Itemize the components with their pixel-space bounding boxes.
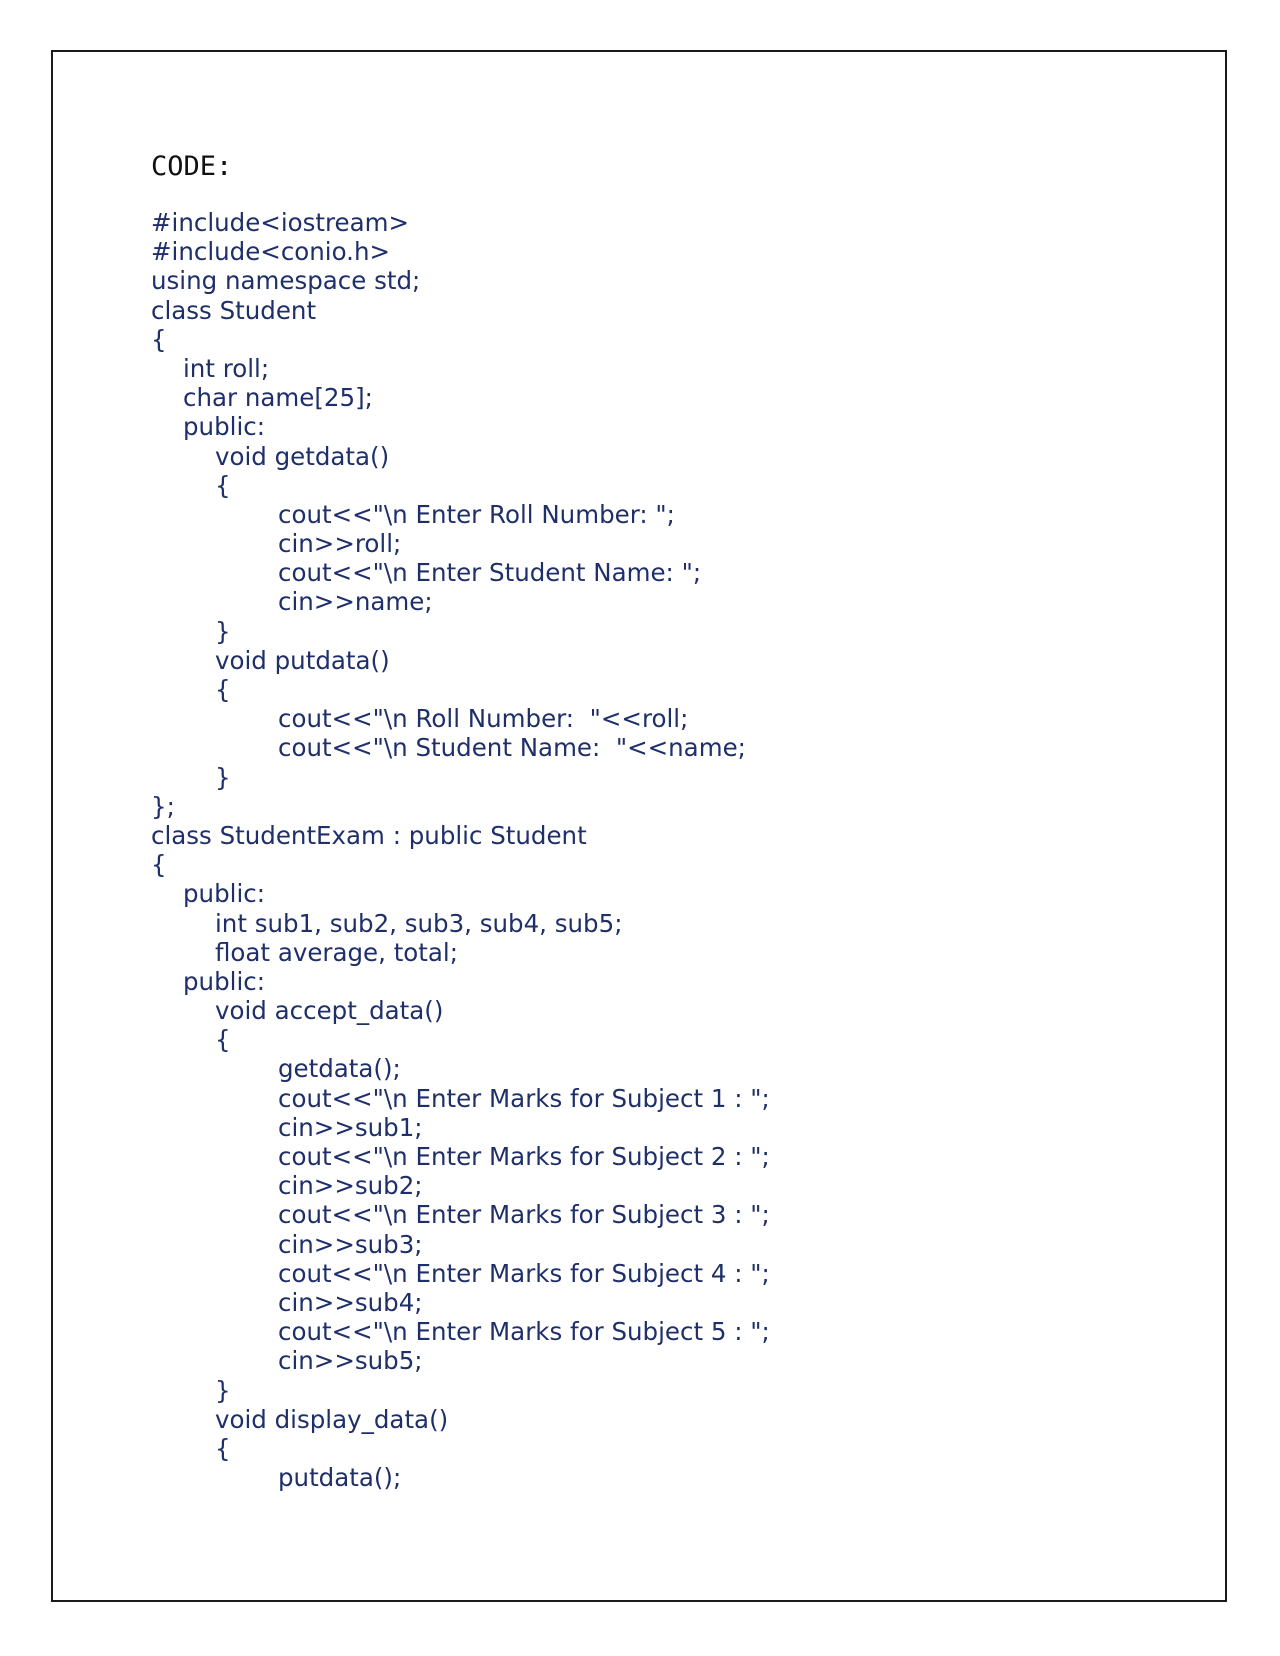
code-line: #include<conio.h> (151, 237, 391, 267)
code-line: cin>>name; (278, 587, 433, 617)
code-line: float average, total; (215, 937, 458, 967)
code-line: { (215, 1025, 231, 1055)
code-line: cout<<"\n Student Name: "<<name; (278, 733, 746, 763)
code-line: } (215, 762, 231, 792)
code-line: { (215, 470, 231, 500)
code-line: getdata(); (278, 1054, 401, 1084)
code-line: class StudentExam : public Student (151, 820, 587, 850)
code-line: cin>>sub1; (278, 1112, 423, 1142)
code-line: int roll; (183, 353, 270, 383)
code-line: void putdata() (215, 645, 390, 675)
code-line: { (215, 675, 231, 704)
code-line: #include<iostream> (151, 208, 410, 237)
code-line: public: (183, 879, 265, 909)
code-line: }; (151, 791, 175, 821)
code-line: { (151, 850, 167, 880)
code-line: public: (183, 412, 265, 442)
code-line: { (151, 324, 167, 354)
code-line: cout<<"\n Enter Marks for Subject 4 : "; (278, 1258, 770, 1288)
code-line: putdata(); (278, 1463, 402, 1493)
code-line: cout<<"\n Roll Number: "<<roll; (278, 704, 689, 734)
code-line: { (215, 1433, 231, 1463)
code-line: char name[25]; (183, 383, 373, 413)
code-line: cin>>sub5; (278, 1346, 423, 1376)
code-line: cin>>sub2; (278, 1171, 423, 1201)
code-line: } (215, 1375, 231, 1405)
code-line: int sub1, sub2, sub3, sub4, sub5; (215, 908, 623, 938)
code-line: void display_data() (215, 1404, 449, 1434)
code-line: cin>>roll; (278, 529, 402, 559)
code-line: void accept_data() (215, 996, 444, 1026)
code-listing (151, 208, 770, 1492)
code-line: cout<<"\n Enter Student Name: "; (278, 558, 702, 588)
code-line: cin>>sub4; (278, 1287, 423, 1317)
code-line: cin>>sub3; (278, 1229, 423, 1259)
code-line: } (215, 616, 231, 646)
code-line: cout<<"\n Enter Marks for Subject 3 : "; (278, 1200, 770, 1230)
code-line: cout<<"\n Enter Marks for Subject 5 : "; (278, 1317, 770, 1347)
code-line: cout<<"\n Enter Roll Number: "; (278, 499, 675, 529)
code-line: class Student (151, 295, 317, 325)
code-heading: CODE: (151, 151, 233, 182)
code-line: cout<<"\n Enter Marks for Subject 1 : "; (278, 1083, 770, 1113)
code-line: using namespace std; (151, 266, 421, 296)
code-line: public: (183, 966, 265, 996)
code-line: cout<<"\n Enter Marks for Subject 2 : "; (278, 1142, 770, 1171)
code-line: void getdata() (215, 441, 390, 471)
